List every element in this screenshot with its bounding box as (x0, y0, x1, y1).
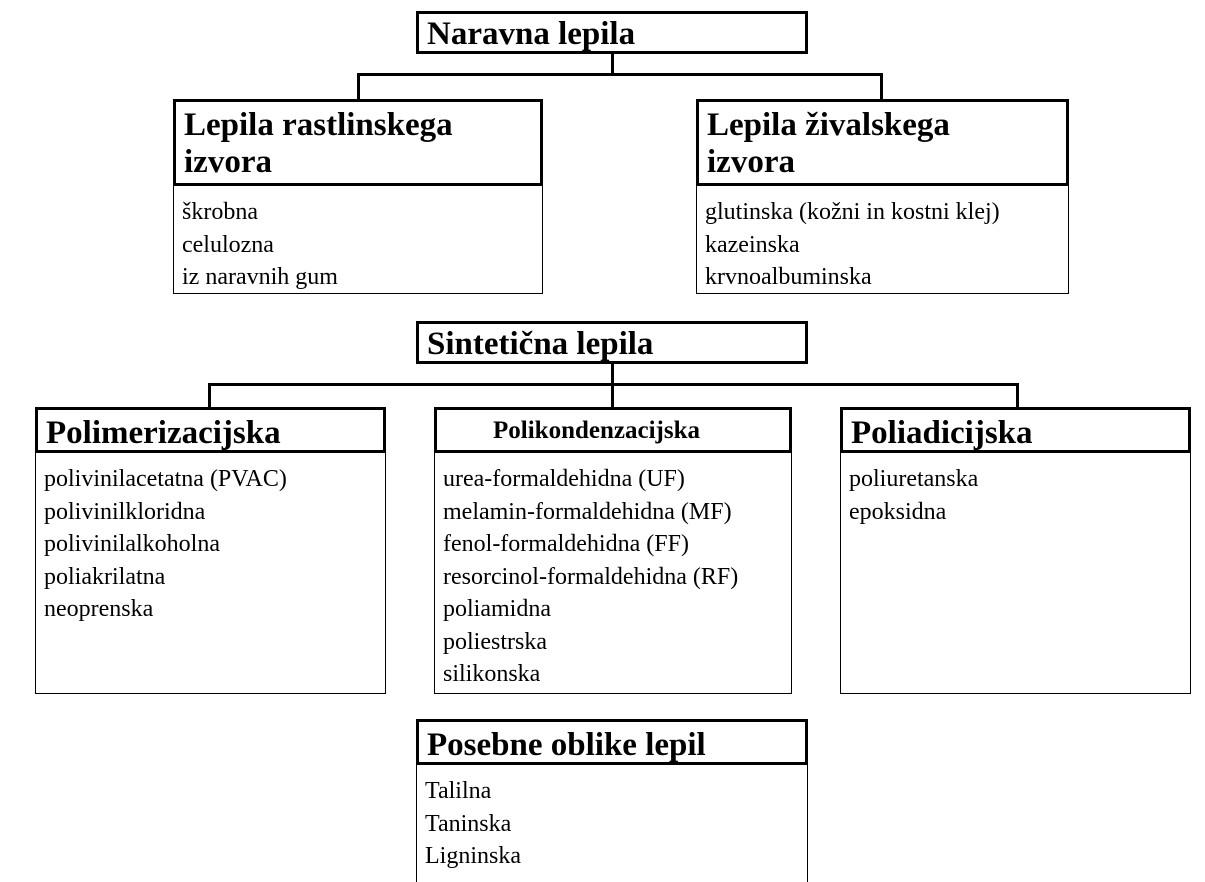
polyaddition-list (849, 463, 978, 528)
list-item: silikonska (443, 661, 541, 687)
plant-origin-list (182, 196, 338, 294)
special-forms-group (416, 719, 808, 882)
list-item: poliestrska (443, 628, 547, 655)
plant-origin-title-line2: izvora (184, 144, 272, 180)
synthetic-connector-middle (611, 383, 614, 409)
list-item: krvnoalbuminska (705, 264, 872, 290)
list-item: poliuretanska (849, 466, 979, 492)
special-forms-title: Posebne oblike lepil (427, 727, 706, 763)
list-item: neoprenska (44, 596, 154, 622)
animal-origin-header (696, 99, 1069, 186)
polyaddition-header (840, 407, 1191, 453)
animal-origin-list-box (696, 186, 1069, 294)
natural-connector-left (357, 73, 360, 101)
polycondensation-header (434, 407, 792, 453)
list-item: resorcinol-formaldehidna (RF) (443, 563, 739, 590)
natural-adhesives-box (416, 11, 808, 54)
plant-origin-header (173, 99, 543, 186)
list-item: škrobna (182, 199, 258, 225)
list-item: kazeinska (705, 231, 800, 258)
list-item: poliamidna (443, 596, 551, 622)
synthetic-adhesives-title: Sintetična lepila (427, 326, 654, 362)
polycondensation-title: Polikondenzacijska (493, 417, 700, 444)
polymerization-group (35, 407, 386, 694)
list-item: polivinilkloridna (44, 498, 206, 525)
list-item: epoksidna (849, 498, 947, 525)
natural-connector-right (880, 73, 883, 101)
polymerization-header (35, 407, 386, 453)
special-forms-list-box (416, 765, 808, 882)
plant-origin-group (173, 99, 543, 294)
list-item: glutinska (kožni in kostni klej) (705, 199, 1000, 225)
list-item: Ligninska (425, 843, 521, 869)
special-forms-list (425, 775, 521, 873)
list-item: melamin-formaldehidna (MF) (443, 498, 732, 525)
synthetic-connector-right (1016, 383, 1019, 409)
polymerization-title: Polimerizacijska (46, 415, 281, 451)
polyaddition-title: Poliadicijska (851, 415, 1033, 451)
list-item: fenol-formaldehidna (FF) (443, 531, 689, 557)
list-item: poliakrilatna (44, 563, 166, 590)
list-item: Talilna (425, 778, 492, 804)
plant-origin-title-line1: Lepila rastlinskega (184, 107, 453, 143)
polymerization-list-box (35, 453, 386, 694)
list-item: Taninska (425, 810, 512, 837)
animal-origin-group (696, 99, 1069, 294)
polymerization-list (44, 463, 287, 626)
natural-connector-bar (357, 73, 882, 76)
polycondensation-list-box (434, 453, 792, 694)
special-forms-header (416, 719, 808, 765)
polycondensation-group (434, 407, 792, 694)
animal-origin-title-line2: izvora (707, 144, 795, 180)
polyaddition-list-box (840, 453, 1191, 694)
list-item: urea-formaldehidna (UF) (443, 466, 685, 492)
natural-adhesives-title: Naravna lepila (427, 16, 636, 52)
natural-connector-stem (611, 54, 614, 75)
synthetic-connector-left (208, 383, 211, 409)
list-item: polivinilacetatna (PVAC) (44, 466, 287, 492)
polycondensation-list (443, 463, 738, 691)
list-item: polivinilalkoholna (44, 531, 220, 557)
list-item: celulozna (182, 231, 274, 258)
synthetic-adhesives-box (416, 321, 808, 364)
polyaddition-group (840, 407, 1191, 694)
plant-origin-list-box (173, 186, 543, 294)
animal-origin-title-line1: Lepila živalskega (707, 107, 950, 143)
list-item: iz naravnih gum (182, 264, 338, 290)
animal-origin-list (705, 196, 1000, 294)
